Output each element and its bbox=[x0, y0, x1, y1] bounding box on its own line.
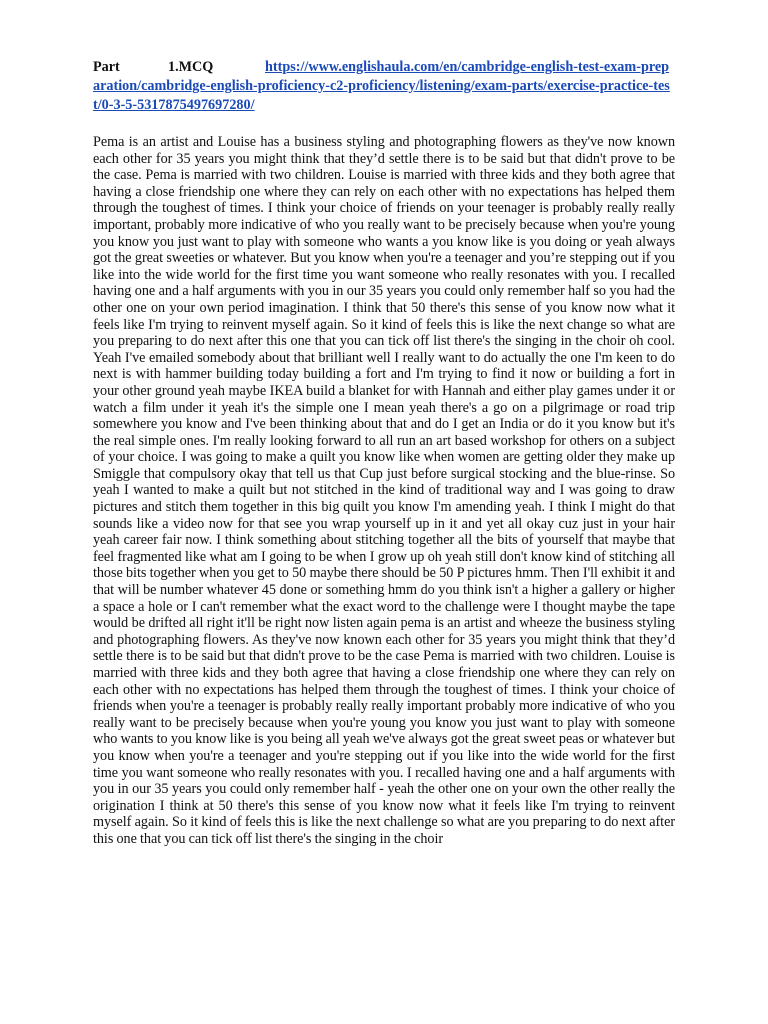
part-name: 1.MCQ bbox=[168, 59, 214, 75]
section-header bbox=[93, 58, 675, 115]
document-page bbox=[93, 58, 675, 862]
part-label: Part bbox=[93, 59, 120, 75]
transcript-paragraph: Pema is an artist and Louise has a business styling and photographing flowers as they've now known each other for 35 years you might think that they’d settle there is to be said but that didn't prove to be the case. Pema is married with two children. Louise is married with three kids and they both agree that having a close friendship one where they can rely on each other with no expectations has helped them through the toughest of times. I think your choice of friends on your teenager is probably really really important, probably more indicative of who you really want to be precisely because when you're young you know you just want to play with someone who wants a you know like is you doing or yeah always got the great sweeties or whatever. But you know when you're a teenager and you’re stepping out if you like into the wide world for the first time you want someone who really resonates with you. I recalled having one and a half arguments with you in our 35 years you could only remember half so you had the other one on your own period imagination. I think that 50 there's this sense of you know now what it feels like I'm trying to reinvent myself again. So it kind of feels this is like the next change so what are you preparing to do next after this one that you can tick off list there's the singing in the choir oh cool. Yeah I've emailed somebody about that brilliant well I really want to do actually the one I'm keen to do next is with hammer building today building a fort and I'm trying to find it now or building a fort in your other ground yeah maybe IKEA build a blanket for with Hannah and either play games under it or watch a film under it yeah it's the simple one I mean yeah there's a go on a pilgrimage or road trip somewhere you know and I've been thinking about that and do I get an India or do it you know but it's the real simple ones. I'm really looking forward to all run an art based workshop for others on a subject of your choice. I was going to make a quilt you know like when women are getting older they make up Smiggle that compulsory okay that tell us that Cup just before surgical stocking and the blue-rinse. So yeah I wanted to make a quilt but not stitched in the kind of traditional way and I was going to draw pictures and stitch them together in this big quilt you know I'm amending yeah. I think I might do that sounds like a video now for that see you wrap yourself up in it and yet all okay cuz just in your hair yeah career fair now. I think something about stitching together all the bits of yourself that maybe that feel fragmented like what am I going to be when I grow up oh yeah still don't know kind of stitching all those bits together when you get to 50 maybe there should be 50 P pictures hmm. Then I'll exhibit it and that will be number whatever 45 done or something hmm do you think isn't a higher a gallery or higher a space a hole or I can't remember what the exact word to the challenge were I thought maybe the tape would be drifted all right it'll be right now listen again pema is an artist and wheeze the business styling and photographing flowers. As they've now known each other for 35 years you might think that they’d settle there is to be said but that didn't prove to be the case Pema is married with two children. Louise is married with three kids and they both agree that having a close friendship one where they can rely on each other with no expectations has helped them through the toughest of times. I think your choice of friends when you're a teenager is probably really really important probably more indicative of who you really want to be precisely because when you're young you know you just want to play with someone who wants to you know like is you being all yeah we've always got the great sweet peas or whatever but you know when you're a teenager and you're stepping out if you like into the wide world for the first time you want someone who really resonates with you. I recalled having one and a half arguments with you in our 35 years you could only remember half - yeah the other one on your own the other really the origination I think at 50 there's this sense of you know now what it feels like I'm trying to reinvent myself again. So it kind of feels this is like the next challenge so what are you preparing to do next after this one that you can tick off list there's the singing in the choir bbox=[93, 134, 675, 847]
source-link[interactable]: https://www.englishaula.com/en/cambridge-english-test-exam-preparation/cambridge-english-proficiency-c2-proficiency/listening/exam-parts/exercise-practice-test/0-3-5-5317875497697280/ bbox=[93, 59, 670, 113]
